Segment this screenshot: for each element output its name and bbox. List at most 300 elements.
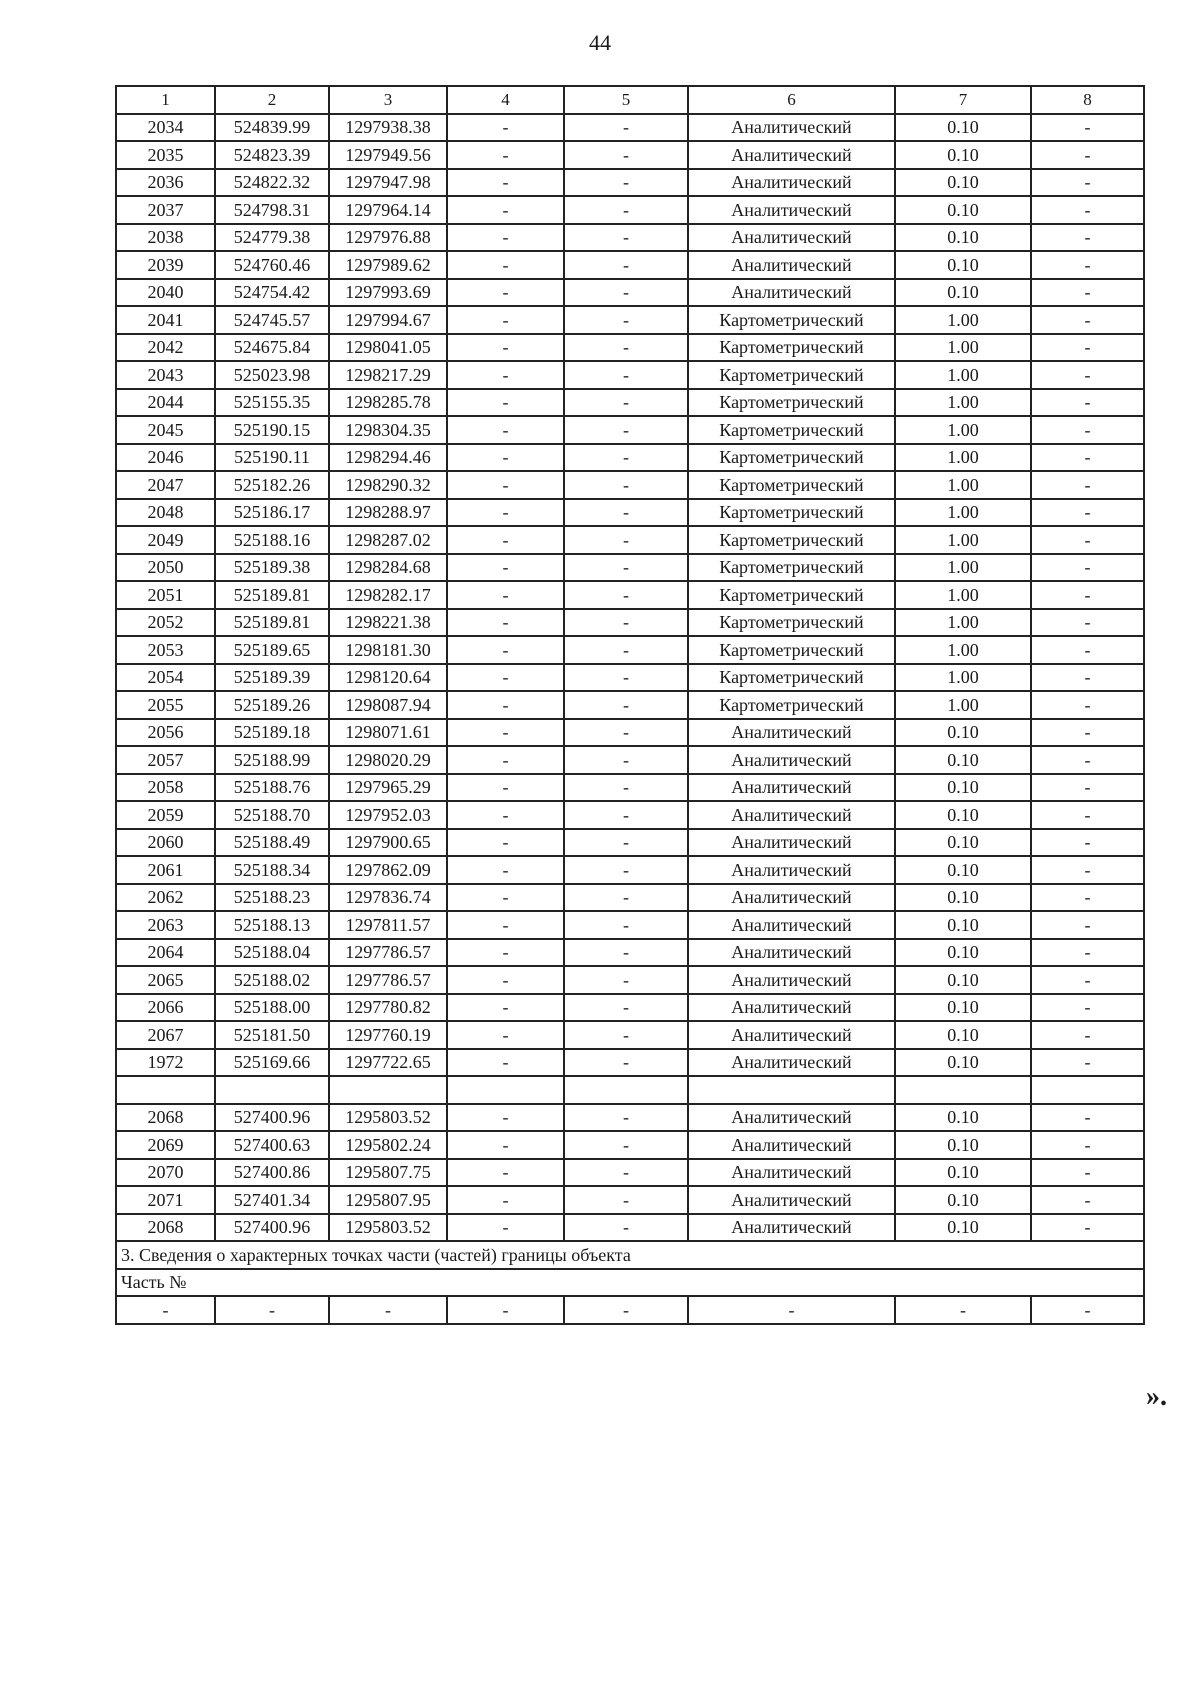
table-cell: - xyxy=(564,856,688,884)
table-cell: 525181.50 xyxy=(215,1021,329,1049)
table-row xyxy=(116,279,1144,307)
table-cell: - xyxy=(447,554,564,582)
table-cell: 525189.81 xyxy=(215,581,329,609)
table-cell: 1.00 xyxy=(895,636,1031,664)
table-cell: - xyxy=(564,966,688,994)
table-row xyxy=(116,939,1144,967)
table-row xyxy=(116,224,1144,252)
table-cell: Картометрический xyxy=(688,471,895,499)
table-cell: Картометрический xyxy=(688,416,895,444)
table-cell: - xyxy=(447,1296,564,1324)
table-cell: 2035 xyxy=(116,141,215,169)
table-cell: - xyxy=(1031,389,1144,417)
table-cell: - xyxy=(564,691,688,719)
table-cell: 2037 xyxy=(116,196,215,224)
table-cell: - xyxy=(1031,829,1144,857)
table-cell: - xyxy=(447,884,564,912)
table-row xyxy=(116,911,1144,939)
table-cell: 1295802.24 xyxy=(329,1131,447,1159)
table-cell: Картометрический xyxy=(688,554,895,582)
table-cell: Аналитический xyxy=(688,911,895,939)
table-cell: - xyxy=(447,856,564,884)
page-number: 44 xyxy=(589,30,611,55)
table-cell: 1297964.14 xyxy=(329,196,447,224)
column-header: 2 xyxy=(215,86,329,114)
table-cell: 524798.31 xyxy=(215,196,329,224)
table-cell: 2055 xyxy=(116,691,215,719)
table-row xyxy=(116,471,1144,499)
table-cell: 525190.15 xyxy=(215,416,329,444)
table-cell: - xyxy=(1031,279,1144,307)
table-row xyxy=(116,966,1144,994)
table-cell: Картометрический xyxy=(688,581,895,609)
table-cell: - xyxy=(447,829,564,857)
table-cell: 1298071.61 xyxy=(329,719,447,747)
table-cell: 525189.39 xyxy=(215,664,329,692)
table-cell: 1298181.30 xyxy=(329,636,447,664)
table-cell: 0.10 xyxy=(895,966,1031,994)
table-row xyxy=(116,444,1144,472)
table-cell: Аналитический xyxy=(688,829,895,857)
table-cell: - xyxy=(447,444,564,472)
table-row xyxy=(116,801,1144,829)
table-row xyxy=(116,389,1144,417)
table-row xyxy=(116,994,1144,1022)
table-cell: 525188.70 xyxy=(215,801,329,829)
table-cell: - xyxy=(564,1159,688,1187)
table-cell xyxy=(329,1076,447,1104)
table-cell: - xyxy=(1031,884,1144,912)
table-cell: 0.10 xyxy=(895,911,1031,939)
table-cell: 1297965.29 xyxy=(329,774,447,802)
table-cell: 1297938.38 xyxy=(329,114,447,142)
table-cell: Картометрический xyxy=(688,609,895,637)
table-cell: 2066 xyxy=(116,994,215,1022)
table-cell: - xyxy=(447,306,564,334)
table-cell: 2039 xyxy=(116,251,215,279)
table-cell: 1298282.17 xyxy=(329,581,447,609)
table-cell: 2046 xyxy=(116,444,215,472)
table-cell: 0.10 xyxy=(895,1049,1031,1077)
table-cell: - xyxy=(447,114,564,142)
table-cell: 1297952.03 xyxy=(329,801,447,829)
table-cell: - xyxy=(1031,1159,1144,1187)
table-cell: 1.00 xyxy=(895,444,1031,472)
table-cell: 524822.32 xyxy=(215,169,329,197)
table-cell: - xyxy=(564,169,688,197)
table-cell: Аналитический xyxy=(688,719,895,747)
table-cell: - xyxy=(1031,966,1144,994)
table-cell: 1.00 xyxy=(895,664,1031,692)
table-cell: 1297993.69 xyxy=(329,279,447,307)
table-cell: 525189.38 xyxy=(215,554,329,582)
table-cell: 0.10 xyxy=(895,196,1031,224)
table-cell: 2063 xyxy=(116,911,215,939)
table-cell: 1297947.98 xyxy=(329,169,447,197)
table-row xyxy=(116,581,1144,609)
table-cell: - xyxy=(564,224,688,252)
table-cell: 1.00 xyxy=(895,306,1031,334)
table-cell: 524839.99 xyxy=(215,114,329,142)
table-cell: 0.10 xyxy=(895,114,1031,142)
table-cell: 1.00 xyxy=(895,471,1031,499)
table-cell: - xyxy=(1031,994,1144,1022)
table-cell: 2045 xyxy=(116,416,215,444)
table-cell: - xyxy=(564,499,688,527)
table-row xyxy=(116,114,1144,142)
table-cell: - xyxy=(564,1296,688,1324)
table-cell: 1295807.95 xyxy=(329,1186,447,1214)
table-cell: 2034 xyxy=(116,114,215,142)
table-cell: 1298287.02 xyxy=(329,526,447,554)
table-cell: - xyxy=(447,526,564,554)
table-cell: - xyxy=(447,416,564,444)
table-cell: 1295803.52 xyxy=(329,1214,447,1242)
table-cell: 525189.18 xyxy=(215,719,329,747)
table-cell: - xyxy=(1031,1296,1144,1324)
table-row xyxy=(116,416,1144,444)
table-cell: - xyxy=(564,526,688,554)
table-cell: - xyxy=(447,966,564,994)
table-cell: 2048 xyxy=(116,499,215,527)
table-cell: Аналитический xyxy=(688,884,895,912)
table-cell: 525188.49 xyxy=(215,829,329,857)
table-cell: 1297811.57 xyxy=(329,911,447,939)
table-cell: Аналитический xyxy=(688,1214,895,1242)
table-cell: - xyxy=(688,1296,895,1324)
table-cell: - xyxy=(564,471,688,499)
table-cell: 1297989.62 xyxy=(329,251,447,279)
table-cell: 525188.34 xyxy=(215,856,329,884)
table-cell: 525182.26 xyxy=(215,471,329,499)
table-cell: 524779.38 xyxy=(215,224,329,252)
table-cell: 0.10 xyxy=(895,1214,1031,1242)
table-cell: 1297900.65 xyxy=(329,829,447,857)
table-cell: - xyxy=(1031,911,1144,939)
table-cell: 1.00 xyxy=(895,389,1031,417)
table-cell: - xyxy=(447,1131,564,1159)
table-cell: - xyxy=(564,361,688,389)
table-cell: 525155.35 xyxy=(215,389,329,417)
column-header: 3 xyxy=(329,86,447,114)
table-cell: Аналитический xyxy=(688,141,895,169)
column-header: 6 xyxy=(688,86,895,114)
table-cell: 0.10 xyxy=(895,774,1031,802)
table-cell: - xyxy=(215,1296,329,1324)
table-cell: 1298041.05 xyxy=(329,334,447,362)
table-cell: 1297760.19 xyxy=(329,1021,447,1049)
table-cell: Картометрический xyxy=(688,361,895,389)
table-cell: 525188.23 xyxy=(215,884,329,912)
table-cell: - xyxy=(1031,801,1144,829)
table-cell: 2038 xyxy=(116,224,215,252)
table-cell: - xyxy=(564,306,688,334)
column-header: 1 xyxy=(116,86,215,114)
column-header: 5 xyxy=(564,86,688,114)
table-cell: 0.10 xyxy=(895,939,1031,967)
table-cell: 527400.96 xyxy=(215,1214,329,1242)
table-cell: 0.10 xyxy=(895,719,1031,747)
table-cell: Картометрический xyxy=(688,526,895,554)
table-cell: - xyxy=(1031,1214,1144,1242)
table-cell: 0.10 xyxy=(895,1186,1031,1214)
table-cell: - xyxy=(447,279,564,307)
table-cell: - xyxy=(447,389,564,417)
table-row xyxy=(116,636,1144,664)
table-cell: - xyxy=(1031,169,1144,197)
table-cell: Аналитический xyxy=(688,279,895,307)
table-cell: 1297786.57 xyxy=(329,966,447,994)
table-cell: 2051 xyxy=(116,581,215,609)
table-cell: 0.10 xyxy=(895,746,1031,774)
table-cell xyxy=(564,1076,688,1104)
table-cell: Аналитический xyxy=(688,1021,895,1049)
table-cell: - xyxy=(447,691,564,719)
table-cell: 527400.96 xyxy=(215,1104,329,1132)
table-cell: Аналитический xyxy=(688,746,895,774)
table-row xyxy=(116,1186,1144,1214)
table-cell xyxy=(447,1076,564,1104)
table-cell: 1.00 xyxy=(895,609,1031,637)
table-cell: Картометрический xyxy=(688,334,895,362)
table-cell: - xyxy=(564,141,688,169)
table-cell: - xyxy=(564,719,688,747)
table-cell: 525188.16 xyxy=(215,526,329,554)
table-cell: - xyxy=(447,1186,564,1214)
table-cell: - xyxy=(1031,1104,1144,1132)
table-cell: - xyxy=(1031,554,1144,582)
table-cell xyxy=(215,1076,329,1104)
table-row xyxy=(116,169,1144,197)
table-cell: - xyxy=(1031,774,1144,802)
table-row xyxy=(116,196,1144,224)
table-cell: 2064 xyxy=(116,939,215,967)
table-cell: - xyxy=(1031,1021,1144,1049)
table-cell: - xyxy=(564,746,688,774)
table-cell: 527400.86 xyxy=(215,1159,329,1187)
table-cell: - xyxy=(564,1186,688,1214)
table-row xyxy=(116,609,1144,637)
table-cell: 2044 xyxy=(116,389,215,417)
table-cell: 0.10 xyxy=(895,856,1031,884)
table-cell: 525190.11 xyxy=(215,444,329,472)
table-cell: - xyxy=(564,1021,688,1049)
table-cell: 1.00 xyxy=(895,334,1031,362)
table-cell: 525188.00 xyxy=(215,994,329,1022)
table-cell: - xyxy=(447,196,564,224)
table-row xyxy=(116,1049,1144,1077)
table-cell: 525169.66 xyxy=(215,1049,329,1077)
table-cell: 2036 xyxy=(116,169,215,197)
section-title-row xyxy=(116,1241,1144,1269)
table-cell: 1297949.56 xyxy=(329,141,447,169)
table-row xyxy=(116,361,1144,389)
table-cell: 1.00 xyxy=(895,361,1031,389)
table-cell: - xyxy=(447,664,564,692)
table-cell: 525186.17 xyxy=(215,499,329,527)
table-cell: 1298284.68 xyxy=(329,554,447,582)
table-cell: - xyxy=(564,114,688,142)
table-row xyxy=(116,856,1144,884)
table-cell: - xyxy=(564,884,688,912)
table-cell: 1295803.52 xyxy=(329,1104,447,1132)
table-cell: - xyxy=(447,719,564,747)
table-cell: Картометрический xyxy=(688,691,895,719)
table-cell: 0.10 xyxy=(895,141,1031,169)
table-cell: - xyxy=(1031,361,1144,389)
table-cell: - xyxy=(564,554,688,582)
table-cell: 0.10 xyxy=(895,279,1031,307)
table-cell: - xyxy=(1031,251,1144,279)
table-cell: 1295807.75 xyxy=(329,1159,447,1187)
table-cell: 2043 xyxy=(116,361,215,389)
table-row xyxy=(116,141,1144,169)
table-cell: Аналитический xyxy=(688,251,895,279)
table-cell: - xyxy=(447,251,564,279)
table-cell: - xyxy=(447,911,564,939)
table-row xyxy=(116,829,1144,857)
table-cell: - xyxy=(447,334,564,362)
table-cell: 2059 xyxy=(116,801,215,829)
table-cell: - xyxy=(447,471,564,499)
table-cell: - xyxy=(564,774,688,802)
table-cell: 0.10 xyxy=(895,884,1031,912)
table-row xyxy=(116,554,1144,582)
table-cell xyxy=(688,1076,895,1104)
table-cell: 2068 xyxy=(116,1214,215,1242)
column-header: 4 xyxy=(447,86,564,114)
table-cell: 0.10 xyxy=(895,169,1031,197)
table-cell: Аналитический xyxy=(688,1159,895,1187)
table-cell: - xyxy=(564,251,688,279)
table-cell: 1298217.29 xyxy=(329,361,447,389)
table-cell: Картометрический xyxy=(688,636,895,664)
table-cell: 527400.63 xyxy=(215,1131,329,1159)
table-cell: Аналитический xyxy=(688,856,895,884)
table-cell: Аналитический xyxy=(688,1049,895,1077)
table-cell: - xyxy=(1031,664,1144,692)
table-cell: 1298290.32 xyxy=(329,471,447,499)
table-cell: - xyxy=(564,1104,688,1132)
table-cell: 2068 xyxy=(116,1104,215,1132)
table-row xyxy=(116,774,1144,802)
table-row xyxy=(116,499,1144,527)
table-cell: 0.10 xyxy=(895,829,1031,857)
table-cell: 1.00 xyxy=(895,499,1031,527)
table-cell: - xyxy=(564,801,688,829)
table-cell: Аналитический xyxy=(688,994,895,1022)
table-cell: - xyxy=(1031,636,1144,664)
table-cell: Аналитический xyxy=(688,224,895,252)
table-cell: - xyxy=(447,994,564,1022)
table-cell: - xyxy=(447,581,564,609)
table-cell: - xyxy=(447,939,564,967)
table-cell: 2070 xyxy=(116,1159,215,1187)
table-cell xyxy=(116,1076,215,1104)
table-row xyxy=(116,664,1144,692)
table-cell: - xyxy=(564,829,688,857)
closing-quote: ». xyxy=(1146,1381,1167,1412)
table-cell: - xyxy=(447,1104,564,1132)
table-cell: 2053 xyxy=(116,636,215,664)
table-cell: - xyxy=(447,746,564,774)
table-cell: - xyxy=(564,609,688,637)
table-cell: 525189.81 xyxy=(215,609,329,637)
boundary-points-table xyxy=(115,85,1145,1325)
table-cell: 1298120.64 xyxy=(329,664,447,692)
table-cell: 1298288.97 xyxy=(329,499,447,527)
table-cell: - xyxy=(1031,416,1144,444)
table-row xyxy=(116,1021,1144,1049)
table-cell: 525023.98 xyxy=(215,361,329,389)
table-cell: - xyxy=(447,224,564,252)
table-cell: 1298285.78 xyxy=(329,389,447,417)
table-cell: Картометрический xyxy=(688,664,895,692)
table-cell: Аналитический xyxy=(688,939,895,967)
table-cell: - xyxy=(564,636,688,664)
table-cell: 0.10 xyxy=(895,251,1031,279)
table-cell: - xyxy=(1031,114,1144,142)
table-cell: - xyxy=(1031,306,1144,334)
column-header: 7 xyxy=(895,86,1031,114)
table-cell: - xyxy=(1031,609,1144,637)
table-cell: - xyxy=(447,499,564,527)
table-cell: 524754.42 xyxy=(215,279,329,307)
table-cell: Аналитический xyxy=(688,169,895,197)
table-cell: - xyxy=(447,609,564,637)
table-cell: - xyxy=(1031,471,1144,499)
table-cell: - xyxy=(447,801,564,829)
table-cell: - xyxy=(447,1021,564,1049)
table-cell: Аналитический xyxy=(688,801,895,829)
table-cell: 1297994.67 xyxy=(329,306,447,334)
table-cell: 1298087.94 xyxy=(329,691,447,719)
table-cell: - xyxy=(1031,196,1144,224)
table-cell: 2052 xyxy=(116,609,215,637)
table-cell: 0.10 xyxy=(895,994,1031,1022)
table-cell: Аналитический xyxy=(688,114,895,142)
table-cell: 2047 xyxy=(116,471,215,499)
table-cell: 2057 xyxy=(116,746,215,774)
table-cell: 1297976.88 xyxy=(329,224,447,252)
table-cell: - xyxy=(564,1214,688,1242)
table-cell: - xyxy=(447,636,564,664)
table-cell: 524823.39 xyxy=(215,141,329,169)
table-cell: Аналитический xyxy=(688,1186,895,1214)
table-cell: 0.10 xyxy=(895,1131,1031,1159)
table-row xyxy=(116,251,1144,279)
table-row xyxy=(116,1131,1144,1159)
table-cell: 1297780.82 xyxy=(329,994,447,1022)
table-cell: Аналитический xyxy=(688,1104,895,1132)
table-cell: - xyxy=(329,1296,447,1324)
table-cell: 2054 xyxy=(116,664,215,692)
table-cell: 2071 xyxy=(116,1186,215,1214)
table-cell: 2042 xyxy=(116,334,215,362)
table-cell: 525188.13 xyxy=(215,911,329,939)
part-empty-row xyxy=(116,1296,1144,1324)
table-cell: - xyxy=(447,1049,564,1077)
table-cell: 1.00 xyxy=(895,691,1031,719)
table-cell: - xyxy=(447,1159,564,1187)
table-row xyxy=(116,334,1144,362)
table-cell: - xyxy=(1031,526,1144,554)
table-cell: - xyxy=(447,1214,564,1242)
table-cell: 1297836.74 xyxy=(329,884,447,912)
table-cell: 1297722.65 xyxy=(329,1049,447,1077)
section-title: 3. Сведения о характерных точках части (частей) границы объекта xyxy=(116,1241,1144,1269)
table-cell xyxy=(895,1076,1031,1104)
